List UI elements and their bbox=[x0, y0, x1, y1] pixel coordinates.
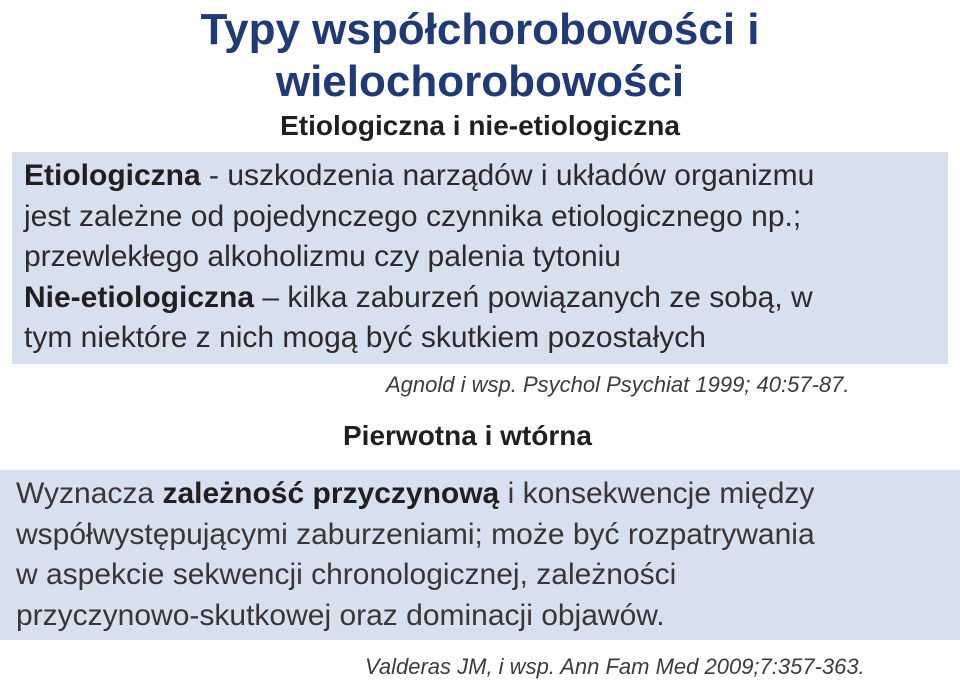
panel1-line-3: przewlekłego alkoholizmu czy palenia tytoniu bbox=[24, 240, 621, 273]
citation-agnold: Agnold i wsp. Psychol Psychiat 1999; 40:57-87. bbox=[386, 372, 850, 397]
panel1-line-2: jest zależne od pojedynczego czynnika etiologicznego np.; bbox=[24, 199, 802, 233]
panel2-line-1-post: i konsekwencje między bbox=[499, 477, 815, 510]
panel1-line-5: tym niektóre z nich mogą być skutkiem pozostałych bbox=[24, 321, 706, 354]
panel2-line-1 bbox=[16, 474, 960, 515]
panel2-line-4: przyczynowo-skutkowej oraz dominacji objawów. bbox=[16, 598, 665, 632]
term-etiological: Etiologiczna bbox=[24, 159, 201, 192]
primary-secondary-definition-panel bbox=[0, 470, 960, 640]
page-title-line-2: wielochorobowości bbox=[275, 57, 685, 106]
page-title-line-1: Typy współchorobowości i bbox=[200, 5, 760, 54]
panel1-line-1 bbox=[24, 156, 948, 197]
section-heading-etiological: Etiologiczna i nie-etiologiczna bbox=[280, 110, 680, 141]
panel2-line-3: w aspekcie sekwencji chronologicznej, zależności bbox=[16, 558, 677, 591]
page-title bbox=[0, 4, 960, 108]
panel2-line-1-pre: Wyznacza bbox=[16, 477, 163, 510]
section-heading-primary-secondary: Pierwotna i wtórna bbox=[343, 420, 592, 451]
panel1-line-1-text: - uszkodzenia narządów i układów organizmu bbox=[200, 159, 815, 192]
panel1-line-4 bbox=[24, 278, 948, 319]
term-non-etiological: Nie-etiologiczna bbox=[24, 280, 255, 314]
panel1-line-4-text: – kilka zaburzeń powiązanych ze sobą, w bbox=[254, 280, 813, 314]
citation-valderas: Valderas JM, i wsp. Ann Fam Med 2009;7:357-363. bbox=[365, 654, 865, 679]
etiological-definition-panel bbox=[12, 152, 948, 364]
term-causal-relationship: zależność przyczynową bbox=[162, 477, 500, 510]
panel2-line-2: współwystępującymi zaburzeniami; może być rozpatrywania bbox=[16, 517, 815, 551]
